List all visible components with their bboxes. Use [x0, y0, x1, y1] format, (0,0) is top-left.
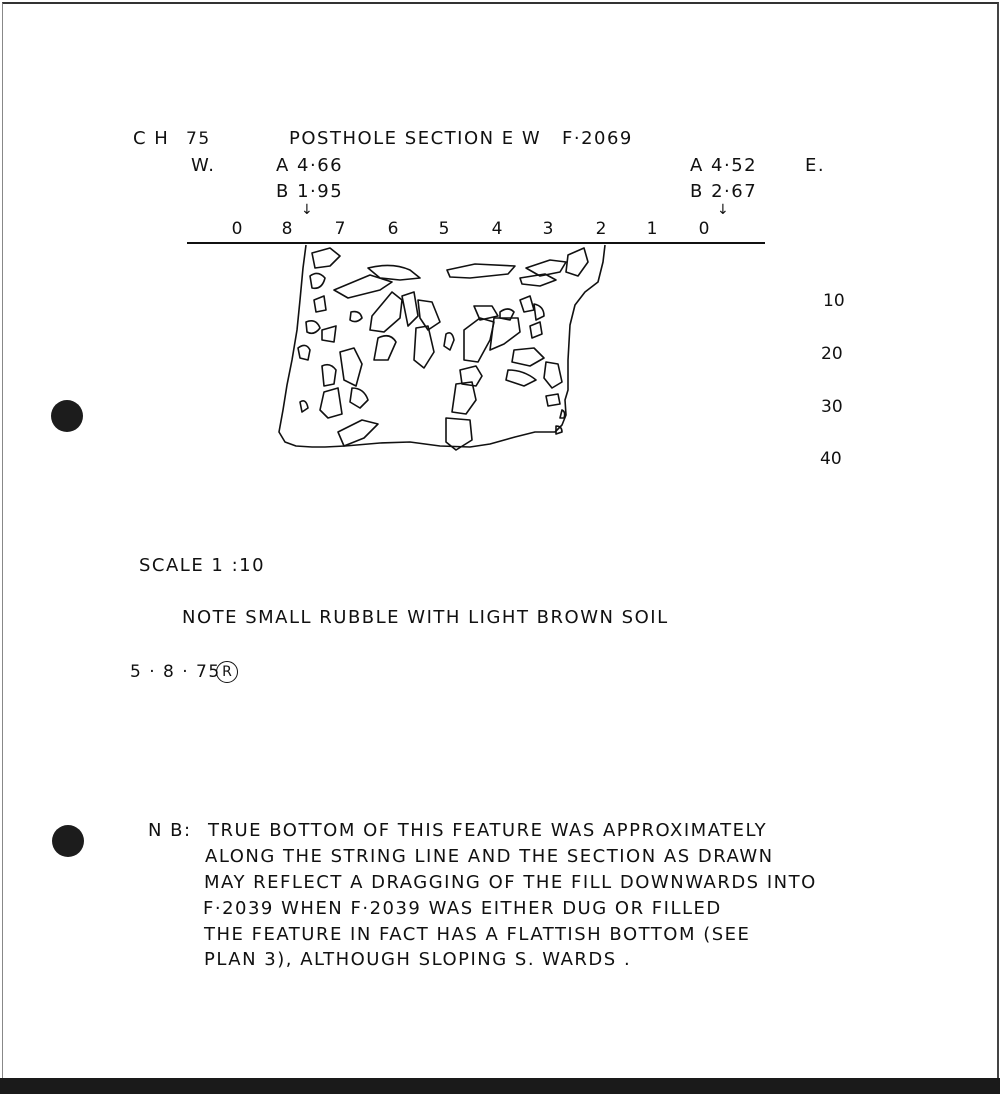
rubble-stone — [340, 348, 362, 386]
posthole-section-drawing — [0, 0, 1000, 520]
nb-line: MAY REFLECT A DRAGGING OF THE FILL DOWNWARDS INTO — [204, 872, 817, 893]
rubble-stone — [320, 388, 342, 418]
scale-tick: 0 — [231, 219, 243, 239]
soil-note: NOTE SMALL RUBBLE WITH LIGHT BROWN SOIL — [182, 607, 669, 628]
scan-edge — [0, 1078, 1000, 1094]
scale-tick: 3 — [542, 219, 554, 239]
east-label: E. — [805, 155, 826, 176]
rubble-stone — [322, 365, 336, 386]
site-code: C H — [133, 128, 170, 149]
drawing-title: POSTHOLE SECTION E W — [289, 128, 542, 149]
east-datum-arrow: ↓ — [717, 202, 729, 218]
rubble-stone — [374, 336, 396, 360]
east-level-b: B 2·67 — [690, 181, 758, 202]
nb-label: N B: — [148, 820, 192, 841]
feature-number: F·2069 — [562, 128, 633, 149]
rubble-stone — [526, 260, 566, 276]
rubble-stone — [530, 322, 542, 338]
scale-tick: 5 — [438, 219, 450, 239]
nb-line: F·2039 WHEN F·2039 WAS EITHER DUG OR FILLED — [203, 898, 722, 919]
scale-label: SCALE 1 :10 — [139, 555, 266, 576]
rubble-stone — [452, 382, 476, 414]
scale-tick: 2 — [595, 219, 607, 239]
rubble-stone — [350, 312, 362, 322]
depth-tick: 30 — [821, 397, 843, 417]
rubble-stone — [520, 296, 534, 312]
rubble-stone — [560, 410, 565, 418]
rubble-stone — [300, 401, 308, 412]
rubble-stone — [314, 296, 326, 312]
rubble-stone — [338, 420, 378, 446]
rubble-stone — [520, 274, 556, 286]
rubble-stone — [512, 348, 544, 366]
scale-tick: 7 — [334, 219, 346, 239]
scale-tick: 4 — [491, 219, 503, 239]
nb-line: THE FEATURE IN FACT HAS A FLATTISH BOTTOM (SEE — [204, 924, 751, 945]
west-level-b: B 1·95 — [276, 181, 344, 202]
scale-tick: 0 — [698, 219, 710, 239]
rubble-stone — [464, 318, 494, 362]
east-level-a: A 4·52 — [690, 155, 758, 176]
pit-outline — [279, 245, 605, 447]
scale-tick: 8 — [281, 219, 293, 239]
rubble-stone — [544, 362, 562, 388]
nb-line: ALONG THE STRING LINE AND THE SECTION AS DRAWN — [205, 846, 774, 867]
rubble-stone — [350, 388, 368, 408]
rubble-stone — [444, 333, 454, 350]
recorder-initial: R — [222, 664, 232, 680]
scale-tick: 6 — [387, 219, 399, 239]
rubble-stone — [402, 292, 418, 326]
depth-tick: 10 — [823, 291, 845, 311]
rubble-stone — [546, 394, 560, 406]
rubble-stone — [447, 264, 515, 278]
rubble-stone — [534, 304, 544, 320]
rubble-stone — [414, 326, 434, 368]
depth-tick: 40 — [820, 449, 842, 469]
rubble-stone — [312, 248, 340, 268]
rubble-stone — [298, 345, 310, 360]
rubble-stone — [368, 265, 420, 280]
rubble-stone — [446, 418, 472, 450]
year: 75 — [186, 129, 211, 149]
west-level-a: A 4·66 — [276, 155, 344, 176]
rubble-stone — [310, 273, 325, 288]
rubble-stone — [418, 300, 440, 330]
depth-tick: 20 — [821, 344, 843, 364]
rubble-stone — [370, 292, 402, 332]
rubble-stone — [566, 248, 588, 276]
recorder-initial-circle — [216, 661, 238, 683]
rubble-stone — [306, 321, 320, 333]
west-datum-arrow: ↓ — [301, 202, 313, 218]
drawing-date: 5 · 8 · 75 — [130, 662, 221, 682]
rubble-stone — [506, 370, 536, 386]
nb-line: TRUE BOTTOM OF THIS FEATURE WAS APPROXIMATELY — [208, 820, 768, 841]
scale-tick: 1 — [646, 219, 658, 239]
nb-line: PLAN 3), ALTHOUGH SLOPING S. WARDS . — [204, 949, 632, 970]
west-label: W. — [191, 155, 216, 176]
rubble-stone — [322, 326, 336, 342]
punch-hole-lower — [52, 825, 84, 857]
